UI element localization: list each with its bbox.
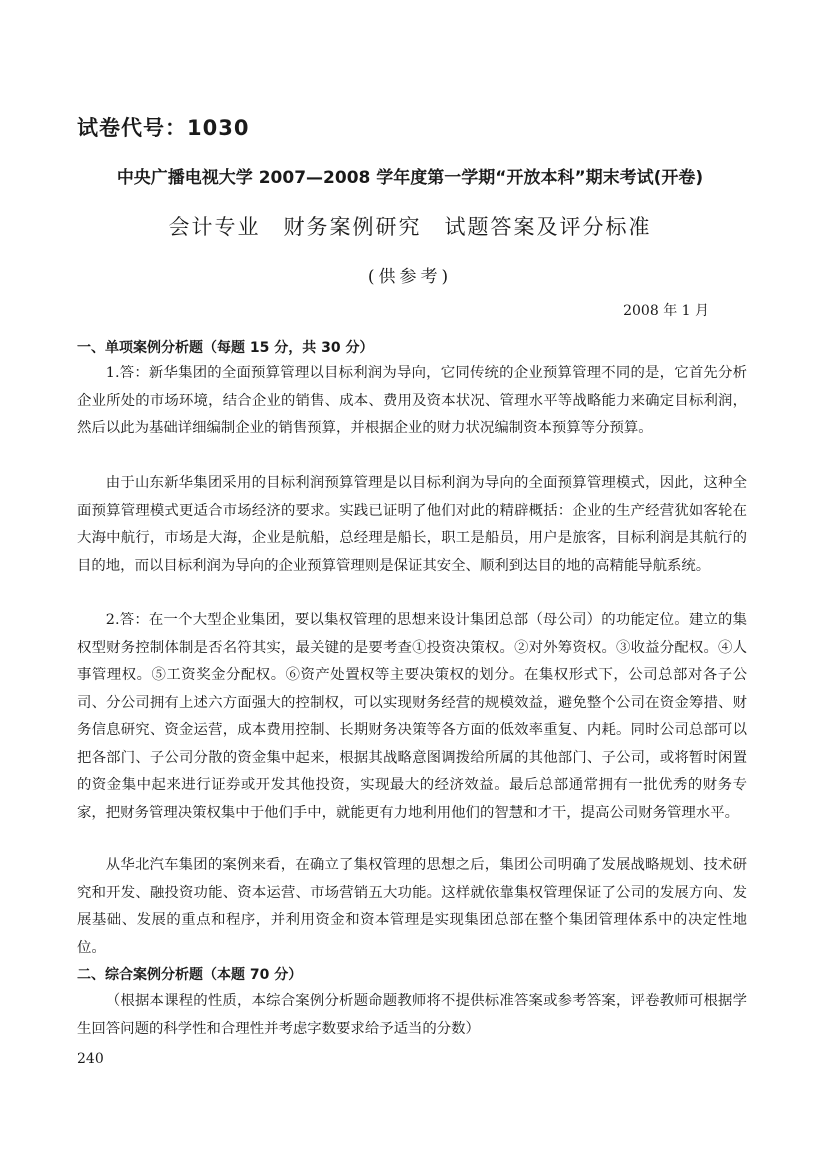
paper-code: 试卷代号：1030: [77, 116, 250, 140]
comprehensive-note: （根据本课程的性质，本综合案例分析题命题教师将不提供标准答案或参考答案，评卷教师可根据学生回答问题的科学性和合理性并考虑字数要求给予适当的分数）: [77, 993, 747, 1037]
answer-paragraph-1: 1.答：新华集团的全面预算管理以目标利润为导向，它同传统的企业预算管理不同的是，它首先分析企业所处的市场环境，结合企业的销售、成本、费用及资本状况、管理水平等战略能力来确定目标利润，然后以此为基础详细编制企业的销售预算，并根据企业的财力状况编制资本预算等分预算。: [77, 365, 747, 436]
answer-paragraph-2: 由于山东新华集团采用的目标利润预算管理是以目标利润为导向的全面预算管理模式，因此，这种全面预算管理模式更适合市场经济的要求。实践已证明了他们对此的精辟概括：企业的生产经营犹如客轮在大海中航行，市场是大海，企业是航船，总经理是船长，职工是船员，用户是旅客，目标利润是其航行的目的地，而以目标利润为导向的企业预算管理则是保证其安全、顺利到达目的地的高精能导航系统。: [77, 475, 747, 574]
exam-title: 中央广播电视大学 2007—2008 学年度第一学期“开放本科”期末考试(开卷): [116, 168, 704, 188]
exam-date: 2008 年 1 月: [623, 303, 709, 319]
subject-title: 会计专业 财务案例研究 试题答案及评分标准: [168, 215, 652, 239]
section-heading-comprehensive-case: 二、综合案例分析题（本题 70 分）: [77, 967, 303, 983]
answer-paragraph-4: 从华北汽车集团的案例来看，在确立了集权管理的思想之后，集团公司明确了发展战略规划、技术研究和开发、融投资功能、资本运营、市场营销五大功能。这样就依靠集权管理保证了公司的发展方向、发展基础、发展的重点和程序，并利用资金和资本管理是实现集团总部在整个集团管理体系中的决定性地位。: [77, 857, 747, 956]
section-heading-single-case: 一、单项案例分析题（每题 15 分，共 30 分）: [77, 340, 374, 356]
reference-note: (供参考): [367, 267, 453, 287]
answer-paragraph-3: 2.答：在一个大型企业集团，要以集权管理的思想来设计集团总部（母公司）的功能定位。建立的集权型财务控制体制是否名符其实，最关键的是要考查①投资决策权。②对外筹资权。③收益分配权。④人事管理权。⑤工资奖金分配权。⑥资产处置权等主要决策权的划分。在集权形式下，公司总部对各子公司、分公司拥有上述六方面强大的控制权，可以实现财务经营的规模效益，避免整个公司在资金筹措、财务信息研究、资金运营，成本费用控制、长期财务决策等各方面的低效率重复、内耗。同时公司总部可以把各部门、子公司分散的资金集中起来，根据其战略意图调拨给所属的其他部门、子公司，或将暂时闲置的资金集中起来进行证券或开发其他投资，实现最大的经济效益。最后总部通常拥有一批优秀的财务专家，把财务管理决策权集中于他们手中，就能更有力地利用他们的智慧和才干，提高公司财务管理水平。: [77, 612, 747, 821]
page-number: 240: [77, 1051, 104, 1067]
